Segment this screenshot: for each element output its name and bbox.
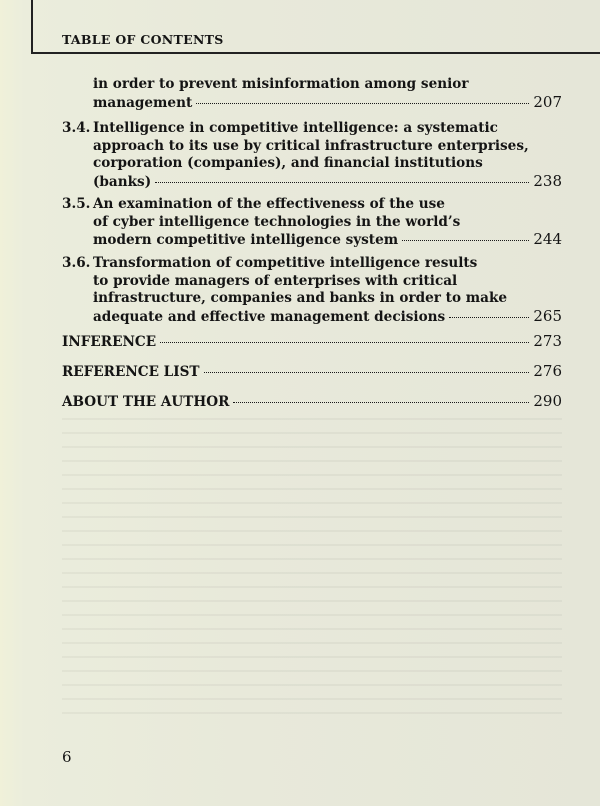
- dot-leader: [449, 316, 529, 318]
- toc-page-number: 290: [533, 392, 562, 410]
- toc-page-number: 238: [533, 171, 562, 190]
- toc-entry-line: Intelligence in competitive intelligence: a systematic: [93, 120, 498, 136]
- dot-leader: [155, 181, 529, 183]
- toc-entry-3-6[interactable]: [62, 255, 562, 326]
- running-header: TABLE OF CONTENTS: [62, 32, 224, 47]
- toc-entry-reference-list[interactable]: [62, 363, 562, 382]
- toc-entry-line: modern competitive intelligence system: [93, 232, 399, 248]
- page-number: 6: [62, 748, 72, 766]
- toc-entry-line: INFERENCE: [62, 334, 157, 350]
- toc-entry-line: approach to its use by critical infrastructure enterprises,: [93, 137, 529, 154]
- toc-entry-line: REFERENCE LIST: [62, 364, 200, 380]
- dot-leader: [204, 371, 530, 373]
- toc-entry-continuation[interactable]: [62, 76, 562, 112]
- toc-entry-line: infrastructure, companies and banks in order to make: [93, 290, 508, 306]
- toc-entry-line: corporation (companies), and financial institutions: [93, 155, 483, 171]
- toc-page-number: 244: [533, 230, 562, 248]
- toc-entry-3-4[interactable]: [62, 120, 562, 191]
- toc-entry-line: adequate and effective management decisions: [93, 308, 446, 325]
- section-number: 3.4.: [62, 120, 91, 136]
- toc-entry-line: of cyber intelligence technologies in the world’s: [93, 213, 461, 230]
- toc-entry-line: Transformation of competitive intelligence results: [93, 255, 478, 271]
- toc-entry-about-the-author[interactable]: [62, 393, 562, 412]
- toc-entry-line: An examination of the effectiveness of the use: [93, 196, 445, 212]
- dot-leader: [402, 239, 529, 241]
- toc-entry-line: (banks): [93, 173, 152, 190]
- section-number: 3.5.: [62, 196, 91, 212]
- header-rule-vertical: [31, 0, 33, 53]
- section-number: 3.6.: [62, 255, 91, 271]
- header-rule-horizontal: [31, 52, 600, 54]
- dot-leader: [233, 401, 529, 403]
- toc-page-number: 276: [533, 362, 562, 380]
- dot-leader: [160, 341, 529, 343]
- toc-entry-line: to provide managers of enterprises with critical: [93, 272, 458, 289]
- toc-entry-line: management: [93, 94, 193, 111]
- toc-entry-line: ABOUT THE AUTHOR: [62, 394, 230, 410]
- dot-leader: [196, 102, 529, 104]
- toc-entry-line: in order to prevent misinformation among senior: [93, 76, 469, 92]
- toc-page-number: 207: [533, 92, 562, 111]
- bleed-through-text: [62, 418, 562, 718]
- toc-page-number: 265: [533, 306, 562, 325]
- toc-entry-3-5[interactable]: [62, 196, 562, 250]
- toc-page-number: 273: [533, 332, 562, 350]
- toc-entry-inference[interactable]: [62, 333, 562, 352]
